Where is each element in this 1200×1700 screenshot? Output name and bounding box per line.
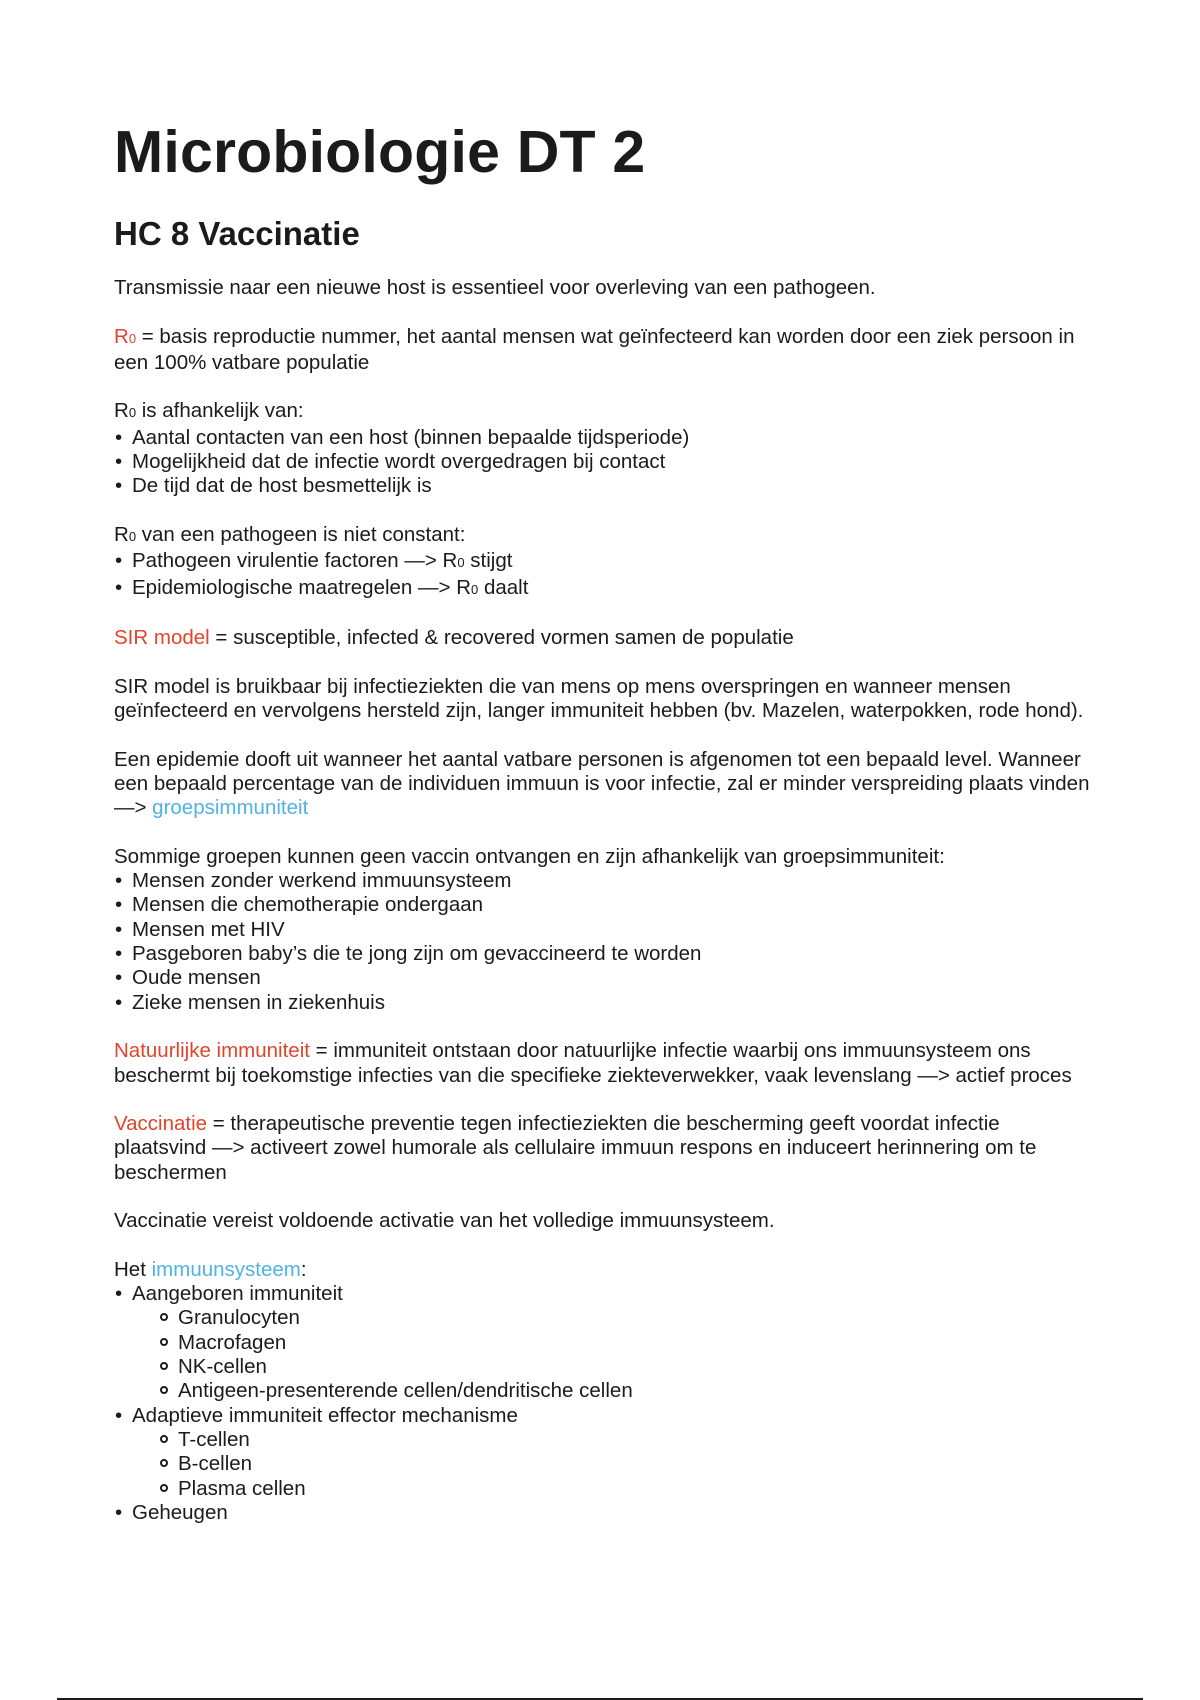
list-item: • Oude mensen <box>115 966 261 990</box>
list-item: • Mensen zonder werkend immuunsysteem <box>115 869 512 893</box>
circle-bullet-icon <box>160 1313 168 1321</box>
list-item-memory: • Geheugen <box>115 1500 228 1524</box>
circle-bullet-icon <box>160 1386 168 1394</box>
circle-bullet-icon <box>160 1484 168 1492</box>
natural-immunity-term: Natuurlijke immuniteit <box>114 1039 310 1063</box>
groups-section <box>114 845 1094 1015</box>
sub-list-item: Antigeen-presenterende cellen/dendritische cellen <box>160 1379 1094 1403</box>
circle-bullet-icon <box>160 1338 168 1346</box>
section-title: HC 8 Vaccinatie <box>114 215 360 252</box>
list-item: • De tijd dat de host besmettelijk is <box>115 474 432 498</box>
sir-definition: SIR model = susceptible, infected & recovered vormen samen de populatie <box>114 626 794 650</box>
list-item-adaptive: • Adaptieve immuniteit effector mechanisme T-cellen B-cellen Plasma cellen <box>114 1404 1094 1501</box>
list-item: • Pathogeen virulentie factoren —> R0 stijgt <box>115 549 513 573</box>
list-item: • Zieke mensen in ziekenhuis <box>115 990 385 1014</box>
sub-list-item: B-cellen <box>160 1452 1094 1476</box>
r0-definition: R0 = basis reproductie nummer, het aantal mensen wat geïnfecteerd kan worden door een ziek persoon in een 100% vatbare populatie <box>114 324 1075 374</box>
sub-list-item: NK-cellen <box>160 1355 1094 1379</box>
sub-list-item: T-cellen <box>160 1428 1094 1452</box>
list-item: • Mogelijkheid dat de infectie wordt overgedragen bij contact <box>115 450 666 474</box>
sub-list-item: Granulocyten <box>160 1306 1094 1330</box>
vaccination-term: Vaccinatie <box>114 1112 208 1136</box>
document-title: Microbiologie DT 2 <box>114 119 646 185</box>
sir-usage-paragraph: SIR model is bruikbaar bij infectieziekten die van mens op mens overspringen en wanneer mensen geïnfecteerd en vervolgens hersteld zijn, langer immuniteit hebben (bv. Mazelen, waterpokken, rode hond). <box>114 674 1084 723</box>
document-page <box>114 118 1094 1525</box>
r0-not-constant-heading: R0 van een pathogeen is niet constant: <box>114 522 466 546</box>
list-item-innate: • Aangeboren immuniteit Granulocyten Macrofagen NK-cellen Antigeen-presenterende cellen/dendritische cellen <box>114 1282 1094 1403</box>
sub-list-item: Macrofagen <box>160 1331 1094 1355</box>
intro-paragraph: Transmissie naar een nieuwe host is essentieel voor overleving van een pathogeen. <box>114 276 876 299</box>
vaccination-definition: Vaccinatie = therapeutische preventie tegen infectieziekten die bescherming geeft voordat infectie plaatsvind —> activeert zowel humorale als cellulaire immuun respons en induceert herinnering om te beschermen <box>114 1112 1037 1184</box>
r0-dependencies-heading: R0 is afhankelijk van: <box>114 399 304 423</box>
circle-bullet-icon <box>160 1459 168 1467</box>
list-item: • Aantal contacten van een host (binnen bepaalde tijdsperiode) <box>115 425 690 449</box>
immune-system-heading: Het immuunsysteem: <box>114 1257 307 1281</box>
r0-term: R0 <box>114 324 137 348</box>
r0-not-constant <box>114 523 1094 602</box>
list-item: • Pasgeboren baby’s die te jong zijn om gevaccineerd te worden <box>115 942 702 966</box>
r0-dependencies <box>114 399 1094 498</box>
list-item: • Epidemiologische maatregelen —> R0 daalt <box>115 575 529 599</box>
immuunsysteem-link[interactable]: immuunsysteem <box>151 1257 301 1281</box>
sub-list-item: Plasma cellen <box>160 1477 1094 1501</box>
vaccination-requirement: Vaccinatie vereist voldoende activatie van het volledige immuunsysteem. <box>114 1209 775 1233</box>
circle-bullet-icon <box>160 1435 168 1443</box>
immune-system-section <box>114 1258 1094 1525</box>
document-body <box>114 276 1094 1525</box>
epidemic-paragraph: Een epidemie dooft uit wanneer het aantal vatbare personen is afgenomen tot een bepaald level. Wanneer een bepaald percentage van de individuen immuun is voor infectie, zal er minder verspreiding plaats vinden —> groepsimmuniteit <box>114 747 1090 820</box>
natural-immunity-definition: Natuurlijke immuniteit = immuniteit ontstaan door natuurlijke infectie waarbij ons immuunsysteem ons beschermt bij toekomstige infecties van die specifieke ziekteverwekker, vaak levenslang —> actief proces <box>114 1039 1072 1087</box>
list-item: • Mensen met HIV <box>115 917 285 941</box>
list-item: • Mensen die chemotherapie ondergaan <box>115 893 484 917</box>
sir-term: SIR model <box>114 626 210 650</box>
groups-heading: Sommige groepen kunnen geen vaccin ontvangen en zijn afhankelijk van groepsimmuniteit: <box>114 844 945 868</box>
circle-bullet-icon <box>160 1362 168 1370</box>
groepsimmuniteit-link[interactable]: groepsimmuniteit <box>152 796 309 820</box>
